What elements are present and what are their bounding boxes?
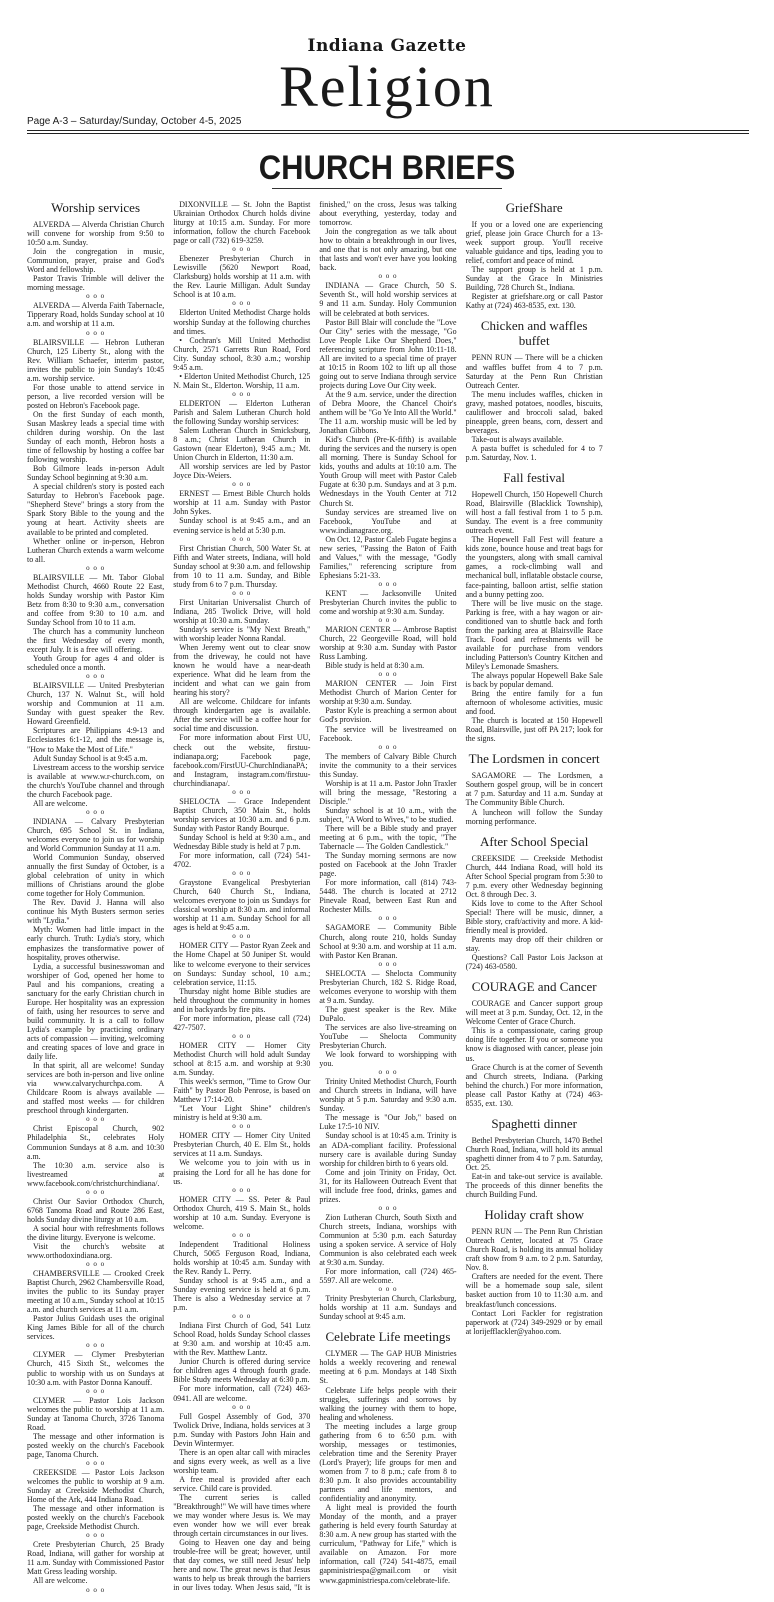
brief-paragraph: Sunday school is at 10:45 a.m. Trinity is an ADA-compliant facility. Professional nursery care is available during Sunday worship for children birth to 6 years old. [319,1131,457,1168]
brief-paragraph: First Unitarian Universalist Church of Indiana, 285 Twolick Drive, will hold worship at 10:30 a.m. Sunday. [173,597,311,625]
brief-paragraph: Come and join Trinity on Friday, Oct. 31, for its Halloween Outreach Event that will include free food, drinks, games and prizes. [319,1167,457,1204]
brief-section [466,751,603,825]
brief-paragraph: INDIANA — Calvary Presbyterian Church, 695 School St. in Indiana, welcomes everyone to join us for worship and World Communion Sunday at 11 a.m. [27,816,165,853]
item-separator: o o o [378,272,398,281]
brief-paragraph: The Hopewell Fall Fest will feature a kids zone, bounce house and treat bags for the youngsters, along with small carnival games, a rock-climbing wall and mechanical bull, inflatable obstacle course, face-painting, balloon artist, selfie station and a bunny petting zoo. [465,535,603,599]
brief-paragraph: Crete Presbyterian Church, 25 Brady Road, Indiana, will gather for worship at 11 a.m. Sunday with Commissioned Pastor Matt Gress leading worship. [27,1540,165,1577]
brief-paragraph: On Oct. 12, Pastor Caleb Fugate begins a new series, "Passing the Baton of Faith and Values," with the message, "Godly Families," referencing scripture from Ephesians 5:21-33. [319,534,457,580]
brief-paragraph: Scriptures are Philippians 4:9-13 and Ecclesiastes 6:1-12, and the message is, "How to Make the Most of Life." [27,726,165,754]
brief-paragraph: The guest speaker is the Rev. Mike DuPalo. [319,1004,457,1023]
brief-paragraph: Visit the church's website at www.orthodoxindiana.org. [27,1241,165,1261]
brief-paragraph: Grace Church is at the corner of Seventh and Church streets, Indiana. (Parking behind the church.) For more information, please call Pastor Kathy at (724) 463-8535, ext. 130. [465,1062,603,1108]
brief-paragraph: Christ Episcopal Church, 902 Philadelphia St., celebrates Holy Communion Sundays at 8 a.m. and 10:30 a.m. [27,1124,165,1161]
brief-paragraph: Trinity Presbyterian Church, Clarksburg, holds worship at 11 a.m. Sundays and Sunday school at 9:45 a.m. [319,1294,457,1322]
brief-paragraph: CREEKSIDE — Pastor Lois Jackson welcomes the public to worship at 9 a.m. Sunday at Creekside Methodist Church, Home of the Ark, 444 Indiana Road. [27,1467,165,1505]
brief-heading: Chicken and waffles buffet [480,318,588,349]
brief-paragraph: The support group is held at 1 p.m. Sunday at the Grace In Ministries Building, 728 Church St., Indiana. [465,265,603,293]
brief-paragraph: SAGAMORE — The Lordsmen, a Southern gospel group, will be in concert at 7 p.m. Saturday and 11 a.m. Sunday at The Community Bible Church. [465,771,603,808]
brief-paragraph: Salem Lutheran Church in Smicksburg, 8 a.m.; Christ Lutheran Church in Gastown (near Elderton), 9:45 a.m.; Mt. Union Church in Elderton, 11:30 a.m. [173,426,311,463]
item-separator: o o o [232,869,252,878]
brief-paragraph: When Jeremy went out to clear snow from the driveway, he could not have known he would have a near-death experience. What did he learn from the incident and what can we gain from hearing his story? [173,643,311,698]
brief-paragraph: SAGAMORE — Community Bible Church, along route 210, holds Sunday School at 9:30 a.m. and worship at 11 a.m. with Pastor Ken Branan. [319,923,457,960]
item-separator: o o o [232,1312,252,1321]
brief-paragraph: Sunday school is at 10 a.m., with the subject, "A Word to Wives," to be studied. [319,805,457,824]
brief-paragraph: The message is "Our Job," based on Luke 17:5-10 NIV. [319,1113,457,1132]
brief-paragraph: The message and other information is posted weekly on the church's Facebook page, Tanoma Church. [27,1431,165,1459]
brief-paragraph: In that spirit, all are welcome! Sunday services are both in-person and live online via www.calvarychurchpa.com. A Childcare Room is always available — and staffed most weeks — for children preschool through kindergarten. [27,1061,165,1116]
item-separator: o o o [378,670,398,679]
brief-paragraph: Take-out is always available. [471,434,564,444]
brief-paragraph: Eat-in and take-out service is available. The proceeds of this dinner benefits the church Building Fund. [465,1171,603,1200]
brief-paragraph: Christ Our Savior Orthodox Church, 6768 Tanoma Road and Route 286 East, holds Sunday divine liturgy at 10 a.m. [27,1196,165,1224]
item-separator: o o o [86,1187,106,1196]
brief-section [466,1207,603,1336]
brief-paragraph: Join the congregation as we talk about how to obtain a breakthrough in our lives, and one that is not only amazing, but one that lasts and won't ever have you looking back. [319,227,457,273]
item-separator: o o o [86,1531,106,1540]
brief-paragraph: All are welcome. [33,798,88,808]
brief-paragraph: COURAGE and Cancer support group will meet at 3 p.m. Sunday, Oct. 12, in the Welcome Center of Grace Church. [465,999,603,1027]
brief-paragraph: We welcome you to join with us in praising the Lord for all he has done for us. [173,1158,311,1186]
brief-section [466,318,603,462]
item-separator: o o o [232,534,252,543]
brief-paragraph: ALVERDA — Alverda Christian Church will convene for worship from 9:50 to 10:50 a.m. Sunday. [27,220,165,248]
top-rule [27,130,749,131]
brief-paragraph: For more information, call (724) 463-0941. All are welcome. [173,1384,311,1403]
item-separator: o o o [86,1585,106,1594]
item-separator: o o o [232,1031,252,1040]
brief-paragraph: Pastor Bill Blair will conclude the "Love Our City" series with the message, "Go Love People Like Our Shepherd Does," referencing scripture from John 10:11-18. All are invited to a special time of prayer at 10:15 in Room 102 to lift up all those going out to serve Indiana through service projects during Love Our City week. [319,317,457,390]
brief-paragraph: Worship is at 11 a.m. Pastor John Traxler will bring the message, "Restoring a Disciple." [319,778,457,806]
brief-section [466,979,603,1108]
brief-paragraph: HOMER CITY — SS. Peter & Paul Orthodox Church, 419 S. Main St., holds worship at 10 a.m. Sunday. Everyone is welcome. [173,1194,311,1231]
brief-paragraph: The always popular Hopewell Bake Sale is back by popular demand. [465,670,603,690]
brief-paragraph: Kid's Church (Pre-K-fifth) is available during the services and the nursery is open all morning. There is Sunday School for kids, youths and adults at 10:10 a.m. The Youth Group will meet with Pastor Caleb Fugate at 6:30 p.m. Sundays and at 3 p.m. Wednesdays in the Youth Center at 712 Church St. [319,435,457,508]
brief-paragraph: MARION CENTER — Join First Methodist Church of Marion Center for worship at 9:30 a.m. Sunday. [319,679,457,707]
item-separator: o o o [378,1285,398,1294]
item-separator: o o o [86,1458,106,1467]
brief-paragraph: CLYMER — Pastor Lois Jackson welcomes the public to worship at 11 a.m. Sunday at Tanoma Church, 3726 Tanoma Road. [27,1395,165,1432]
brief-paragraph: CREEKSIDE — Creekside Methodist Church, 444 Indiana Road, will hold its After School Special program from 5:30 to 7 p.m. every other Wednesday beginning Oct. 8 through Dec. 3. [465,853,603,899]
item-separator: o o o [86,807,106,816]
brief-paragraph: Register at griefshare.org or call Pastor Kathy at (724) 463-8535, ext. 130. [465,292,603,311]
item-separator: o o o [378,1068,398,1077]
brief-paragraph: ELDERTON — Elderton Lutheran Parish and Salem Lutheran Church hold the following Sunday worship services: [173,398,311,426]
brief-section [466,200,603,310]
brief-paragraph: Thursday night home Bible studies are held throughout the community in homes and in backyards by fire pits. [173,986,311,1014]
brief-paragraph: Sunday's service is "My Next Breath," with worship leader Nonna Randal. [173,624,311,643]
article-columns [27,200,749,1595]
brief-heading: Fall festival [503,470,566,486]
item-separator: o o o [232,787,252,796]
brief-paragraph: Sunday school is at 9:45 a.m., and an evening service is held at 5:30 p.m. [173,516,311,535]
brief-paragraph: MARION CENTER — Ambrose Baptist Church, 22 Georgeville Road, will hold worship at 9:30 a.m. Sunday with Pastor Russ Lambing. [319,625,457,662]
brief-paragraph: The Sunday morning sermons are now posted on Facebook at the John Traxler page. [319,851,457,879]
brief-paragraph: Adult Sunday School is at 9:45 a.m. [33,753,148,763]
brief-paragraph: • Cochran's Mill United Methodist Church, 2571 Garretts Run Road, Ford City. Sunday school, 8:30 a.m.; worship 9:45 a.m. [173,335,311,372]
item-separator: o o o [86,1341,106,1350]
item-separator: o o o [86,563,106,572]
brief-paragraph: Whether online or in-person, Hebron Lutheran Church extends a warm welcome to all. [27,536,165,564]
brief-paragraph: The Rev. David J. Hanna will also continue his Myth Busters sermon series with "Lydia." [27,898,165,926]
brief-paragraph: On the first Sunday of each month, Susan Maskrey leads a special time with children during worship. On the last Sunday of each month, Hebron hosts a time of fellowship by hosting a coffee bar following worship. [27,409,165,465]
brief-paragraph: BLAIRSVILLE — United Presbyterian Church, 137 N. Walnut St., will hold worship and Communion at 11 a.m. Sunday with guest speaker the Rev. Howard Greenfield. [27,681,165,727]
brief-paragraph: For more information about First UU, check out the website, firstuu-indianapa.org; Facebook page, facebook.com/FirstUU-ChurchIndianaPA; and Instagram, instagram.com/firstuu-churchindianapa/. [173,733,311,788]
item-separator: o o o [378,616,398,625]
brief-paragraph: If you or a loved one are experiencing grief, please join Grace Church for a 13-week support group. You'll receive valuable guidance and tips, leading you to relief, comfort and peace of mind. [465,220,603,266]
item-separator: o o o [232,588,252,597]
brief-paragraph: A special children's story is posted each Saturday to Hebron's Facebook page. "Shepherd Steve" brings a story from the Spark Story Bible to the young and the young at heart. Activity sheets are available to be printed and completed. [27,482,165,537]
brief-paragraph: Myth: Women had little impact in the early church. Truth: Lydia's story, which emphasizes the transformative power of hospitality, proves otherwise. [27,925,165,962]
brief-heading: Worship services [51,200,141,215]
brief-paragraph: All are welcome. [33,1576,88,1586]
brief-paragraph: We look forward to worshipping with you. [319,1050,457,1069]
item-separator: o o o [232,245,252,254]
brief-paragraph: The current series is called "Breakthrough!" We will have times where we may wonder where Jesus is. We may even wonder how we will ever break through certain circumstances in our lives. [173,1493,311,1539]
brief-paragraph: Join the congregation in music, Communion, prayer, praise and God's Word and fellowship. [27,247,165,275]
brief-paragraph: HOMER CITY — Pastor Ryan Zeek and the Home Chapel at 50 Juniper St. would like to welcome everyone to their services on Sundays: Sunday school, 10 a.m.; celebration service, 11:15. [173,941,311,987]
brief-heading: The Lordsmen in concert [468,751,600,767]
brief-paragraph: • Elderton United Methodist Church, 125 N. Main St., Elderton. Worship, 11 a.m. [173,371,311,390]
brief-paragraph: HOMER CITY — Homer City Methodist Church will hold adult Sunday school at 8:15 a.m. and worship at 9:30 a.m. Sunday. [173,1040,311,1078]
brief-paragraph: CLYMER — Clymer Presbyterian Church, 415 Sixth St., welcomes the public to worship with us on Sundays at 10:30 a.m. with Pastor Donna Kanouff. [27,1350,165,1387]
brief-paragraph: The church is located at 150 Hopewell Road, Blairsville, just off PA 217; look for the signs. [465,716,603,744]
brief-heading: GriefShare [505,200,563,215]
brief-paragraph: There is an open altar call with miracles and signs every week, as well as a live worship team. [173,1447,311,1475]
item-separator: o o o [378,742,398,751]
brief-paragraph: The service will be livestreamed on Facebook. [319,724,457,743]
brief-heading: COURAGE and Cancer [471,979,597,995]
brief-paragraph: Bring the entire family for a fun afternoon of wholesome activities, music and food. [465,689,603,717]
newspaper-name: Indiana Gazette [307,36,467,56]
brief-paragraph: The services are also live-streaming on YouTube — Shelocta Community Presbyterian Church. [319,1022,457,1051]
brief-paragraph: The church has a community luncheon the first Wednesday of every month, except July. It is a free will offering. [27,626,165,655]
brief-paragraph: For more information, please call (724) 427-7507. [173,1013,311,1032]
brief-paragraph: Crafters are needed for the event. There will be a homemade soup sale, silent basket auction from 10 to 11:30 a.m. and breakfast/lunch concessions. [465,1272,603,1309]
brief-heading: Celebrate Life meetings [325,1329,451,1345]
brief-paragraph: There will be live music on the stage. Parking is free, with a hay wagon or air-conditioned van to shuttle back and forth from the parking area at Blairsville Race Track. Food and refreshments will be available for purchase from vendors including Patterson's Country Kitchen and Miley's Lemonade Smashers. [465,598,603,671]
brief-section [466,1116,603,1199]
brief-paragraph: A social hour with refreshments follows the divine liturgy. Everyone is welcome. [27,1223,165,1242]
brief-paragraph: A light meal is provided the fourth Monday of the month, and a prayer gathering is held every fourth Saturday at 8:30 a.m. A new group has started with the curriculum, "Pathway for Life," which is available on Amazon. For more information, call (724) 541-4875, email gapministriespa@gmail.com or visit www.gapministriespa.com/celebrate-life. [319,1503,457,1585]
brief-paragraph: Full Gospel Assembly of God, 370 Twolick Drive, Indiana, holds services at 3 p.m. Sunday with Pastors John Hain and Devin Wintermyer. [173,1411,311,1448]
brief-paragraph: The message and other information is posted weekly on the church's Facebook page, Creekside Methodist Church. [27,1504,165,1532]
brief-paragraph: Youth Group for ages 4 and older is scheduled once a month. [27,654,165,673]
brief-paragraph: SHELOCTA — Shelocta Community Presbyterian Church, 182 S. Ridge Road, welcomes everyone to worship with them at 9 a.m. Sunday. [319,968,457,1005]
brief-paragraph: Going to Heaven one day and being trouble-free will be great; however, until that day comes, we still need Jesus' help here and now. The great news is that Jesus wants to help us break through the barriers in our lives today. When Jesus said, "It is finished," on the cross, Jesus was talking about everything, yesterday, today and tomorrow. [173,200,457,1593]
brief-paragraph: All worship services are led by Pastor Joyce Dix-Weiers. [173,462,311,481]
brief-paragraph: Pastor Travis Trimble will deliver the morning message. [27,274,165,293]
brief-paragraph: A free meal is provided after each service. Child care is provided. [173,1474,311,1493]
brief-paragraph: The meeting includes a large group gathering from 6 to 6:50 p.m. with worship, messages or testimonies, celebration time and the Serenity Prayer (Lord's Prayer); life groups for men and women from 7 to 8 p.m.; cafe from 8 to 8:30 p.m. It also provides accountability partners and life mentors, and confidentiality and anonymity. [319,1421,457,1504]
item-separator: o o o [232,1185,252,1194]
brief-section [319,1329,456,1584]
brief-paragraph: Celebrate Life helps people with their struggles, sufferings and sorrows by walking the journey with them to hope, healing and wholeness. [319,1385,457,1422]
item-separator: o o o [232,480,252,489]
brief-paragraph: All are welcome. Childcare for infants through kindergarten age is available. After the service will be a coffee hour for social time and discussion. [173,697,311,734]
brief-section [466,470,603,743]
brief-paragraph: Sunday services are streamed live on Facebook, YouTube and at www.indianagrace.org. [319,507,457,535]
item-separator: o o o [378,579,398,588]
brief-paragraph: For those unable to attend service in person, a live recorded version will be posted on Hebron's Facebook page. [27,382,165,410]
brief-heading: Holiday craft show [484,1207,584,1223]
brief-paragraph: This week's sermon, "Time to Grow Our Faith" by Pastor Bob Penrose, is based on Matthew 17:14-20. [173,1077,311,1105]
brief-paragraph: For more information, call (814) 743-5448. The church is located at 2712 Pinevale Road, between East Run and Rochester Mills. [319,878,457,915]
item-separator: o o o [86,672,106,681]
brief-paragraph: Bob Gilmore leads in-person Adult Sunday School beginning at 9:30 a.m. [27,464,165,483]
item-separator: o o o [378,1203,398,1212]
brief-paragraph: CHAMBERSVILLE — Crooked Creek Baptist Church, 2962 Chambersville Road, invites the public to its Sunday prayer meeting at 10 a.m., Sunday school at 10:15 a.m. and church services at 11 a.m. [27,1269,165,1315]
top-rule-secondary [27,133,749,134]
brief-paragraph: Ebenezer Presbyterian Church in Lewisville (5620 Newport Road, Clarksburg) holds worship at 11 a.m. with the Rev. Laurie Milligan. Adult Sunday School is at 10 a.m. [173,254,311,300]
brief-paragraph: HOMER CITY — Homer City United Presbyterian Church, 40 E. Elm St., holds services at 11 a.m. Sundays. [173,1131,311,1159]
brief-heading: Spaghetti dinner [491,1115,577,1131]
brief-paragraph: There will be a Bible study and prayer meeting at 6 p.m., with the topic, "The Tabernacle — The Golden Candlestick." [319,824,457,852]
dateline: Page A-3 – Saturday/Sunday, October 4-5, 2025 [27,116,242,127]
item-separator: o o o [86,328,106,337]
brief-paragraph: The 10:30 a.m. service also is livestreamed at www.facebook.com/christchurchindiana/. [27,1160,165,1188]
item-separator: o o o [378,914,398,923]
brief-paragraph: Parents may drop off their children or stay. [465,935,603,954]
brief-section [466,834,603,972]
brief-paragraph: INDIANA — Grace Church, 50 S. Seventh St., will hold worship services at 9 and 11 a.m. Sunday. Holy Communion will be celebrated at both services. [319,281,457,318]
brief-paragraph: Bible study is held at 8:30 a.m. [325,661,425,671]
item-separator: o o o [232,1122,252,1131]
item-separator: o o o [232,932,252,941]
brief-paragraph: DIXONVILLE — St. John the Baptist Ukrainian Orthodox Church holds divine liturgy at 10:15 a.m. Sunday. For more information, follow the church Facebook page or call (732) 619-3259. [173,200,311,246]
brief-paragraph: CLYMER — The GAP HUB Ministries holds a weekly recovering and renewal meeting at 6 p.m. Mondays at 148 Sixth St. [319,1349,457,1386]
brief-paragraph: First Christian Church, 500 Water St. at Fifth and Water streets, Indiana, will hold Sunday school at 9:30 a.m. and fellowship from 10 to 11 a.m. Sunday, and Bible study from 6 to 7 p.m. Thursday. [173,543,311,589]
brief-paragraph: BLAIRSVILLE — Hebron Lutheran Church, 125 Liberty St., along with the Rev. William Schaefer, interim pastor, invites the public to join Sunday's 10:45 a.m. worship service. [27,337,165,383]
brief-paragraph: The members of Calvary Bible Church invite the community to a their services this Sunday. [319,751,457,779]
brief-paragraph: KENT — Jacksonville United Presbyterian Church invites the public to come and worship at 9:30 a.m. Sunday. [319,588,457,617]
headline-underline [272,188,502,189]
brief-paragraph: Elderton United Methodist Charge holds worship Sunday at the following churches and times. [173,308,311,336]
brief-paragraph: Pastor Julius Guidash uses the original King James Bible for all of the church services. [27,1314,165,1342]
brief-paragraph: Sunday school is at 9:45 a.m., and a Sunday evening service is held at 6 p.m. There is also a Wednesday service at 7 p.m. [173,1275,311,1313]
brief-paragraph: BLAIRSVILLE — Mt. Tabor Global Methodist Church, 4660 Route 22 East, holds Sunday worship with Pastor Kim Betz from 8:30 to 9:30 a.m., conversation and coffee from 9:30 to 10 a.m. and Sunday School from 10 to 11 a.m. [27,572,165,627]
item-separator: o o o [378,959,398,968]
brief-paragraph: For more information, call (724) 541-4702. [173,851,311,870]
item-separator: o o o [232,1230,252,1239]
brief-paragraph: Independent Traditional Holiness Church, 5065 Ferguson Road, Indiana, holds worship at 10:45 a.m. Sunday with the Rev. Randy L. Perry. [173,1239,311,1276]
item-separator: o o o [232,1402,252,1411]
brief-heading: After School Special [480,833,589,849]
item-separator: o o o [86,1260,106,1269]
brief-paragraph: Lydia, a successful businesswoman and worshiper of God, opened her home to Paul and his companions, creating a sanctuary for the early Christian church in Europe. Her hospitality was an expression of faith, using her resources to serve and build community. It is a call to follow Lydia's example by practicing ordinary acts of compassion — inviting, welcoming and creating spaces of love and grace in daily life. [27,961,165,1062]
brief-paragraph: Contact Lori Fackler for registration paperwork at (724) 349-2929 or by email at lorijefflackler@yahoo.com. [465,1308,603,1336]
brief-paragraph: Kids love to come to the After School Special! There will be music, dinner, a Bible story, craft/activity and more. A kid-friendly meal is provided. [465,898,603,935]
brief-paragraph: Sunday School is held at 9:30 a.m., and Wednesday Bible study is held at 7 p.m. [173,832,311,851]
brief-paragraph: PENN RUN — There will be a chicken and waffles buffet from 4 to 7 p.m. Saturday at the Penn Run Christian Outreach Center. [465,353,603,390]
brief-paragraph: Trinity United Methodist Church, Fourth and Church streets in Indiana, will have worship at 5 p.m. Saturday and 9:30 a.m. Sunday. [319,1077,457,1114]
section-title: Religion [279,54,495,119]
brief-paragraph: At the 9 a.m. service, under the direction of Debra Moore, the Chancel Choir's anthem will be "Go Ye Into All the World." The 11 a.m. worship music will be led by Jonathan Gibbons. [319,389,457,436]
brief-paragraph: PENN RUN — The Penn Run Christian Outreach Center, located at 75 Grace Church Road, is holding its annual holiday craft show from 9 a.m. to 2 p.m. Saturday, Nov. 8. [465,1227,603,1273]
brief-paragraph: ERNEST — Ernest Bible Church holds worship at 11 a.m. Sunday with Pastor John Sykes. [173,489,311,517]
item-separator: o o o [232,299,252,308]
brief-paragraph: A pasta buffet is scheduled for 4 to 7 p.m. Saturday, Nov. 1. [465,443,603,462]
brief-paragraph: Zion Lutheran Church, South Sixth and Church streets, Indiana, worships with Communion at 5:30 p.m. each Saturday using a spoken service. A service of Holy Communion is also celebrated each week at 9:30 a.m. Sunday. [319,1212,457,1268]
brief-paragraph: For more information, call (724) 465-5597. All are welcome. [319,1267,457,1286]
brief-paragraph: This is a compassionate, caring group doing life together. If you or someone you know is diagnosed with cancer, please join us. [465,1026,603,1063]
brief-paragraph: Graystone Evangelical Presbyterian Church, 640 Church St., Indiana, welcomes everyone to join us Sundays for classical worship at 8:30 a.m. and informal worship at 11 a.m. Sunday School for all ages is held at 9:45 a.m. [173,878,311,933]
item-separator: o o o [232,389,252,398]
brief-paragraph: Bethel Presbyterian Church, 1470 Bethel Church Road, Indiana, will hold its annual spaghetti dinner from 4 to 7 p.m. Saturday, Oct. 25. [465,1135,603,1172]
item-separator: o o o [86,1386,106,1395]
brief-paragraph: Livestream access to the worship service is available at www.w.r-church.com, on the church's YouTube channel and through the church Facebook page. [27,762,165,799]
brief-paragraph: ALVERDA — Alverda Faith Tabernacle, Tipperary Road, holds Sunday school at 10 a.m. and worship at 11 a.m. [27,301,165,329]
brief-paragraph: Junior Church is offered during service for children ages 4 through fourth grade. Bible Study meets Wednesday at 6:30 p.m. [173,1357,311,1385]
item-separator: o o o [86,292,106,301]
brief-paragraph: Questions? Call Pastor Lois Jackson at (724) 463-0580. [465,953,603,972]
brief-paragraph: A luncheon will follow the Sunday morning performance. [465,807,603,826]
brief-paragraph: Hopewell Church, 150 Hopewell Church Road, Blairsville (Blacklick Township), will host a fall festival from 1 to 5 p.m. Sunday. The event is a free community outreach event. [465,490,603,536]
brief-paragraph: SHELOCTA — Grace Independent Baptist Church, 350 Main St., holds worship services at 10:30 a.m. and 6 p.m. Sunday with Pastor Randy Bourque. [173,796,311,833]
item-separator: o o o [86,1115,106,1124]
brief-paragraph: World Communion Sunday, observed annually the first Sunday of October, is a global celebration of unity in which millions of Christians around the globe come together for Holy Communion. [27,853,165,899]
brief-paragraph: "Let Your Light Shine" children's ministry is held at 9:30 a.m. [173,1104,311,1123]
brief-paragraph: Indiana First Church of God, 541 Lutz School Road, holds Sunday School classes at 9:30 a.m. and worship at 10:45 a.m. with the Rev. Matthew Lantz. [173,1321,311,1358]
brief-paragraph: The menu includes waffles, chicken in gravy, mashed potatoes, noodles, biscuits, cauliflower and broccoli salad, baked pineapple, green beans, corn, dessert and beverages. [465,389,603,435]
headline: CHURCH BRIEFS [258,147,516,188]
brief-paragraph: Pastor Kyle is preaching a sermon about God's provision. [319,706,457,725]
